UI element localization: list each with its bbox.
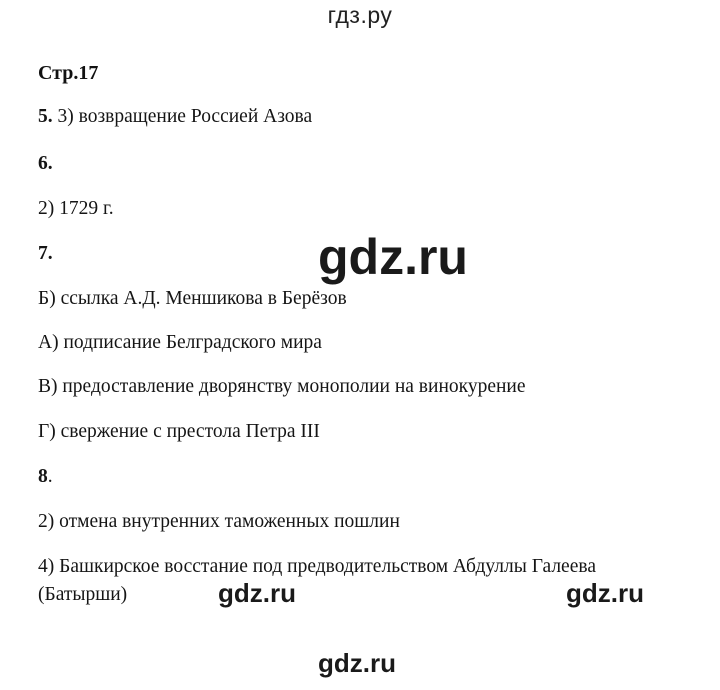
watermark-right: gdz.ru — [566, 578, 644, 608]
answer-6-1 — [38, 198, 114, 220]
answer-text: А) подписание Белградского мира — [38, 332, 322, 353]
question-6 — [38, 153, 53, 175]
answer-7-2 — [38, 332, 322, 354]
watermark-bottom: gdz.ru — [318, 648, 396, 678]
answer-8-2-continued — [38, 584, 127, 606]
answer-8-1 — [38, 511, 400, 533]
answer-text: (Батырши) — [38, 584, 128, 605]
answer-text: Б) ссылка А.Д. Меншикова в Берёзов — [38, 288, 347, 309]
question-number: 7. — [38, 243, 53, 264]
question-8 — [38, 466, 53, 488]
question-7 — [38, 243, 53, 265]
answer-5 — [38, 106, 312, 128]
answer-text: . — [47, 466, 53, 487]
page-reference: Стр.17 — [38, 62, 99, 84]
watermark-center: gdz.ru — [318, 229, 468, 285]
answer-text: 4) Башкирское восстание под предводительством Абдуллы Галеева — [38, 556, 596, 577]
answer-7-3 — [38, 376, 526, 398]
answer-text: Г) свержение с престола Петра III — [38, 421, 320, 442]
answer-7-4 — [38, 421, 320, 443]
watermark-left: gdz.ru — [218, 578, 296, 608]
answer-text: 2) отмена внутренних таможенных пошлин — [38, 511, 400, 532]
answer-7-1 — [38, 288, 347, 310]
answer-text: В) предоставление дворянству монополии на винокурение — [38, 376, 526, 397]
answer-8-2 — [38, 556, 596, 578]
answer-text: 2) 1729 г. — [38, 198, 114, 219]
site-header: гдз.ру — [327, 2, 393, 28]
answer-text: 3) возвращение Россией Азова — [52, 106, 313, 127]
question-number: 8 — [38, 466, 48, 487]
question-number: 5. — [38, 106, 53, 127]
question-number: 6. — [38, 153, 53, 174]
